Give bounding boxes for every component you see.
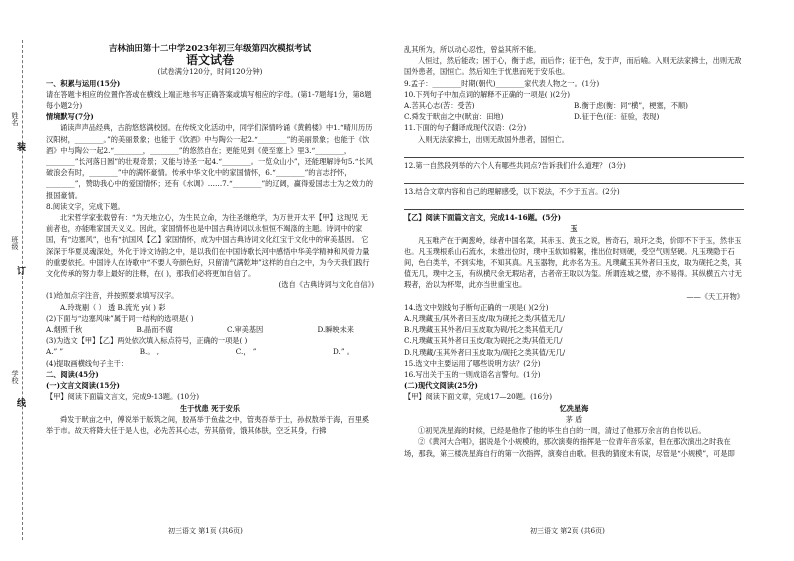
right-column (404, 44, 744, 459)
binding-line (22, 40, 23, 540)
question-heading: 8.阅读文字，完成下题。 (46, 201, 125, 211)
option: C.凡璞藏玉其外者曰玉皮/取为砚托之类/其值无几/ (404, 336, 563, 346)
left-column (46, 44, 374, 436)
question: (1)给加点字注音，并按照要求填写汉字。 (46, 291, 179, 301)
option: B.凡璞藏玉其外者/曰玉皮取为砚/托之类其值无几/ (404, 325, 563, 335)
answer-line[interactable] (404, 171, 744, 184)
option: D.征于色(征：征验，表现) (574, 112, 660, 122)
passage-text: 舜发于畎亩之中，傅说举于版筑之间，胶鬲举于鱼盐之中，管夷吾举于士，孙叔敖举于海，百里奚举于市。故天将降大任于是人也，必先苦其心志，劳其筋骨，饿其体肤，空乏其身，行拂 (46, 414, 370, 435)
passage-text: 凡玉唯产在于阗葱岭，绿者中国名菜，其赤玉、黄玉之说，皆奇石，琅玕之类，价即不下于玉，然非玉也。凡玉璞根系山石流水，未推出位时，璞中玉软如棉絮，推出位时则硬，受空气则坚硬。凡玉璞隐于石间，色白类羊，不到实地，不知其真。凡玉器物，此亦名为玉。凡璞藏玉其外者曰玉皮，取为砚托之类，其值无几，璞中之玉，有纵横尺余无瑕玷者，古者帝王取以为玺。所谓连城之璧，亦不易得。其纵横五六寸无瑕者，治以为杯斝，此亦当世重宝也。 (404, 235, 742, 290)
school-label: 学校 (11, 370, 19, 384)
passage-author: 茅 盾 (565, 414, 583, 424)
question: (3)为选文【甲】【乙】两处依次填入标点符号，正确的一项是( ) (46, 336, 248, 346)
option: B.晶而不腐 (136, 325, 173, 335)
question: 9.孟子：________时期(朝代)________家代表人物之一。(1分) (404, 78, 600, 88)
question: (4)提取画横线句子主干： (46, 358, 129, 368)
option: B.衡于虑(衡：同“横”，梗塞，不顺) (574, 101, 688, 111)
option: A.苦其心志(苦：受苦) (404, 101, 475, 111)
subsection-heading: (一)文言文阅读(15分) (46, 381, 120, 391)
passage-source: (选自《古典诗词与文化自信》) (278, 280, 374, 290)
option-row (46, 346, 374, 357)
section-heading: 二、阅读(45分) (46, 369, 99, 379)
subsection-heading: (二)现代文阅读(25分) (404, 381, 478, 391)
passage-text: 北宋哲学家张载曾有：“为天地立心，为生民立命，为往圣继绝学，为万世开太平【甲】这现见 无前者也，亦能唯家国天义义。因此，家国情怀也是中国古典诗词以永恒恒不竭涤的主题。诗词中的家国，有“边塞风”，也有“抗国风【乙】家国情怀，成为中国古典诗词文化红宝于文化中的审美基因。 它深深于华夏灵魂深处，外化于诗文诗韵之中，是以我们在中国诗歌长河中感悟中华美学精神和风骨力量的重要依托。中国诗人在诗歌中“不要人夸颜色好，只留清气满乾坤”这样的自白之中，为今天我们践行文化传承的努力奉上最好的注释，在( )，那我们必将更加自信了。 (46, 213, 370, 279)
section-instructions: 请在答题卡相应的位置作答或在横线上端正地书写正确答案或填写相应的字母。(第1-7题每1分，第8题每小题2分) (46, 89, 372, 111)
translation-sentence: 入则无法家拂士，出则无敌国外患者，国恒亡。 (418, 134, 569, 144)
option: D.凡璞藏/玉其外者曰玉皮取为/砚托之类其值/无几/ (404, 347, 566, 357)
subsection-heading: 情境默写(7分) (46, 112, 94, 122)
question: 16.写出关于玉的一则成语名言警句。(1分) (404, 370, 541, 380)
page-footer: 初三语文 第2页 (共6页) (530, 527, 605, 535)
option: A.” ” (46, 347, 64, 357)
option-grid (404, 100, 744, 122)
page-footer: 初三语文 第1页 (共6页) (168, 527, 243, 535)
question: 12.第一自然段列举的六个人有哪些共同点?告诉我们什么道理？ (3分) (404, 160, 626, 170)
question: 14.选文中划线句子断句正确的一项是( )(2分) (404, 302, 549, 312)
passage-intro: 【甲】阅读下面文章，完成17—20题。(16分) (404, 392, 553, 402)
option: C.舜发于畎亩之中(畎亩：田地) (404, 112, 504, 122)
option: B.。 , (139, 347, 160, 357)
passage-text: 人恒过，然后能改；困于心，衡于虑，而后作；征于色，发于声，而后喻。入则无法家拂士，出则无敌国外患者，国恒亡。然后知生于忧患而死于安乐也。 (404, 56, 742, 77)
passage-text: ②《黄河大合唱》，据说是个小规模的，那次演奏的指挥是一位青年音乐家，但在那次演出之时我在场，那我，第三楼冼星海自行的第一次指挥，演奏自由歌。但我的猜度未有误，尽管是“小规模”，可是即 (404, 437, 735, 458)
question: 11.下面的句子翻译成现代汉语：(2分) (404, 123, 527, 133)
option: D.瞬映未来 (317, 325, 354, 335)
passage-title: 玉 (570, 224, 578, 234)
binding-mark: 订 (17, 267, 27, 277)
name-label: 姓名 (11, 112, 19, 126)
question-options: A.玲珑剔（ ） 透 B.流光 yì( ) 彩 (60, 302, 166, 312)
passage-intro: 【甲】阅读下面篇文言文，完成9-13题。(10分) (46, 392, 200, 402)
answer-line[interactable] (404, 197, 744, 210)
exam-info: (试卷满分120分，时间120分钟) (157, 67, 263, 77)
class-label: 班级 (11, 236, 19, 250)
passage-source: ——《天工开物》 (686, 291, 744, 301)
binding-mark: 装 (17, 143, 27, 153)
question: 10.下列句子中加点词的解释不正确的一项是( )(2分) (404, 89, 571, 99)
paper-title: 语文试卷 (185, 53, 234, 68)
option: C.审美基因 (226, 325, 264, 335)
option: D.” 。 (333, 347, 354, 357)
question: 13.结合文章内容和自己的理解感受，以下说法，不少于五言。(2分) (404, 187, 620, 197)
option-row (46, 324, 374, 335)
passage-text: 诵读声声品经典，古韵悠悠满校园。在传统文化活动中，同学们深情吟诵《黄鹤楼》中1.“晴川历历汉阳树，________。”的美丽景象；也能于《饮酒》中与陶公一起2.“________”的美丽景象；也能于《饮酒》中与陶公一起2.“________，________”的悠然自在；更能见到《使至塞上》里3.“________，________”长河落日圆”的壮观奇景；又能与诗圣一起4.“________。一览众山小”，还能理解诗句5.“长风破浪会有时，________”中的满怀豪情。传承中华文化中的家国情怀，6.“________”的言志抒怀，________”，赞助我心中的爱国情怀；还有《水调》……7.“________”的辽阔，赢得爱国志士为之效力的报国豪情。 (46, 123, 373, 200)
section-heading: 一、积累与运用(15分) (46, 78, 121, 88)
passage-intro: 【乙】阅读下面篇文言文，完成14-16题。(5分) (404, 213, 561, 223)
passage-title: 忆冼星海 (559, 403, 589, 413)
question: 15.选文中主要运用了哪些说明方法？(2分) (404, 358, 541, 368)
passage-text: 乱其所为，所以动心忍性，曾益其所不能。 (404, 45, 541, 54)
answer-line[interactable] (404, 145, 744, 158)
binding-mark: 线 (17, 399, 27, 409)
school-title: 吉林油田第十二中学2023年初三年级第四次模拟考试 (108, 44, 312, 54)
option: A.烟照千秋 (46, 325, 83, 335)
question: (2)下面与“边塞风味”属于同一结构的选项是( ) (46, 313, 194, 323)
passage-text: ①初见冼星海的时候，已经是他作了他的毕生自白的一周，清过了他那万余言的自传以后。 (418, 426, 706, 436)
option: A.凡璞藏玉/其外者曰玉皮/取为砚托之类/其值无几/ (404, 314, 565, 324)
passage-title: 生于忧患 死于安乐 (179, 403, 240, 413)
binding-gutter (0, 0, 32, 561)
option: C.， ” (235, 347, 257, 357)
